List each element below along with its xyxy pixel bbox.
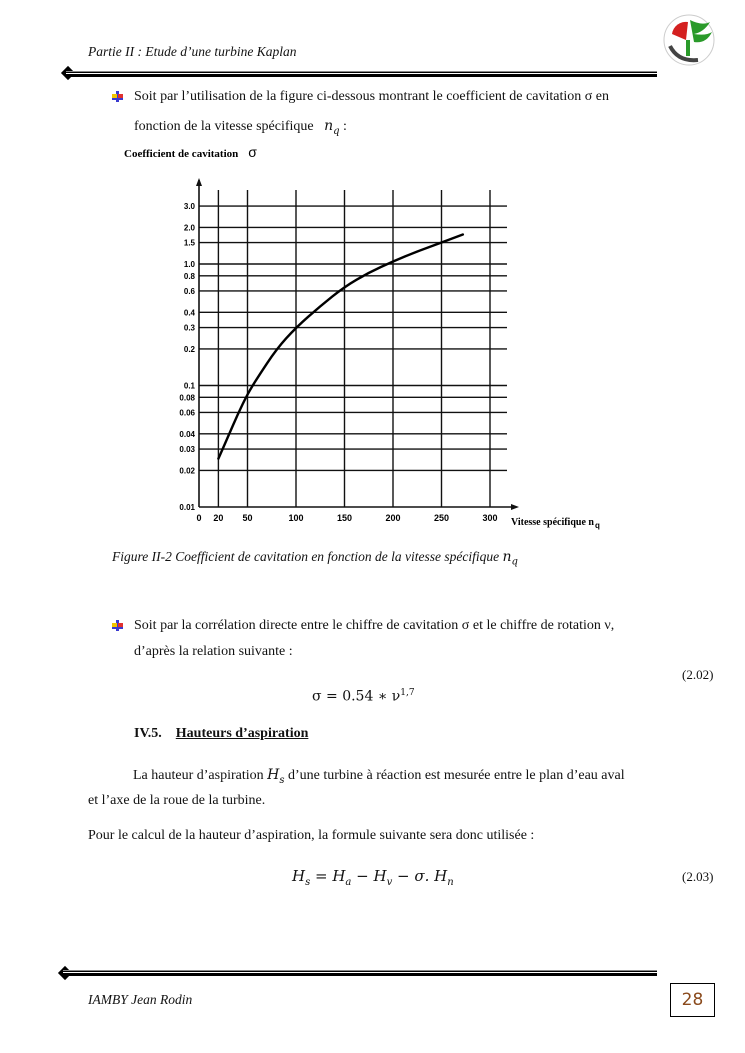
section-heading <box>134 726 308 742</box>
y-tick-label: 0.01 <box>179 503 195 512</box>
eq2-part: − σ. H <box>392 867 448 885</box>
eq2-sub: s <box>305 877 311 888</box>
x-tick-label: 200 <box>385 513 401 523</box>
x-tick-label: 300 <box>482 513 498 523</box>
y-tick-label: 0.04 <box>179 429 195 439</box>
bullet2-line1: Soit par la corrélation directe entre le chiffre de cavitation σ et le chiffre de rotation ν, <box>134 618 615 633</box>
section-number: IV.5. <box>134 726 162 741</box>
y-tick-label: 0.6 <box>183 286 195 296</box>
y-tick-label: 2.0 <box>183 223 195 233</box>
caption-sub: q <box>511 556 518 568</box>
y-tick-label: 0.08 <box>179 393 195 403</box>
para1-a: La hauteur d’aspiration <box>133 768 264 783</box>
chart-title: Coefficient de cavitation <box>124 148 239 160</box>
x-tick-label: 250 <box>433 513 450 523</box>
x-tick-label: 150 <box>336 513 353 523</box>
equation-2-03 <box>292 868 454 891</box>
equation-number-2-03: (2.03) <box>682 869 714 884</box>
x-tick-label: 20 <box>213 513 224 523</box>
caption-text: Figure II-2 Coefficient de cavitation en fonction de la vitesse spécifique <box>112 549 500 564</box>
bullet2-line2: d’après la relation suivante : <box>134 644 293 659</box>
hs-sub: s <box>279 774 285 786</box>
running-header: Partie II : Etude d’une turbine Kaplan <box>88 44 297 59</box>
figure-caption <box>112 549 518 571</box>
y-tick-label: 0.06 <box>179 408 195 418</box>
y-tick-label: 0.02 <box>179 466 195 476</box>
y-axis-arrow <box>196 178 202 186</box>
chart-title-group <box>124 144 257 160</box>
y-tick-label: 0.4 <box>183 308 195 318</box>
y-tick-label: 0.8 <box>183 271 195 281</box>
eq2-part: = H <box>310 867 346 885</box>
x-axis-label-sub: q <box>594 521 600 530</box>
y-tick-label: 0.03 <box>179 445 195 455</box>
x-tick-label: 100 <box>288 513 304 523</box>
page-number: 28 <box>670 983 715 1017</box>
paragraph-1-line2: et l’axe de la roue de la turbine. <box>88 793 266 808</box>
eq2-sub: a <box>345 877 352 888</box>
eq1-body: σ = 0.54 ∗ ν <box>312 688 401 705</box>
y-tick-label: 0.3 <box>183 323 195 333</box>
sigma-curve <box>218 234 462 458</box>
footer-rule <box>63 970 657 976</box>
nq-sub: q <box>333 125 340 137</box>
x-tick-label: 0 <box>196 513 202 523</box>
footer-author: IAMBY Jean Rodin <box>88 992 193 1007</box>
section-title: Hauteurs d’aspiration <box>175 726 309 741</box>
y-tick-label: 0.1 <box>183 381 195 391</box>
paragraph-2: Pour le calcul de la hauteur d’aspiration, la formule suivante sera donc utilisée : <box>88 828 535 843</box>
x-axis-label: Vitesse spécifique n <box>511 517 594 528</box>
eq2-sub: v <box>386 877 393 888</box>
equation-2-02 <box>312 685 415 705</box>
eq1-exponent: 1,7 <box>400 688 415 698</box>
colon: : <box>343 119 347 134</box>
equation-number-2-02: (2.02) <box>682 667 714 682</box>
y-tick-label: 1.0 <box>183 260 195 269</box>
nq-var: n <box>324 118 334 134</box>
chart-title-symbol: σ <box>248 144 257 160</box>
caption-var: n <box>502 549 512 565</box>
paragraph-1-line1 <box>133 767 625 789</box>
bullet1-text: fonction de la vitesse spécifique <box>134 119 314 134</box>
x-axis-label-group <box>511 517 600 530</box>
eq2-sub: n <box>447 877 454 888</box>
y-tick-label: 0.2 <box>183 344 195 354</box>
bullet1-line1: Soit par l’utilisation de la figure ci-dessous montrant le coefficient de cavitation σ en <box>134 89 609 104</box>
eq2-part: − H <box>351 867 387 885</box>
bullet-icon <box>112 620 123 632</box>
para1-b: d’une turbine à réaction est mesurée entre le plan d’eau aval <box>287 768 625 783</box>
x-tick-label: 50 <box>242 513 253 523</box>
hs-var: H <box>267 767 280 783</box>
y-tick-label: 3.0 <box>183 202 195 212</box>
y-tick-label: 1.5 <box>183 238 195 248</box>
x-axis-arrow <box>511 504 519 510</box>
eq2-part: H <box>292 867 306 885</box>
